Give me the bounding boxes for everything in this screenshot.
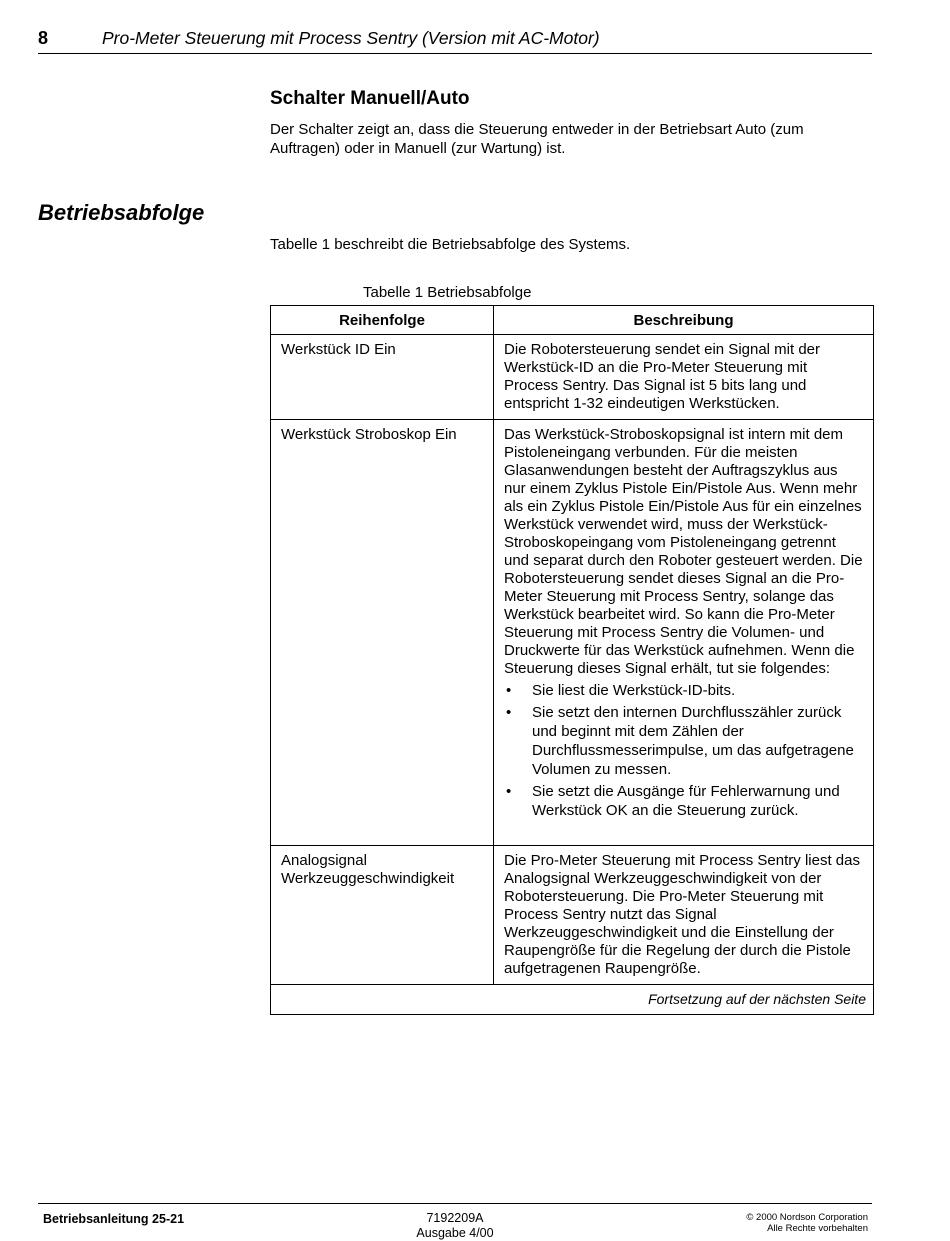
description-cell bbox=[494, 420, 874, 846]
bullet-item: • Sie setzt den internen Durchflusszähler zurück und beginnt mit dem Zählen der Durchflussmesserimpulse, um das aufgetragene Volumen zu messen. bbox=[504, 703, 863, 779]
footer-part-number: 7192209A bbox=[426, 1211, 484, 1225]
table-header-row bbox=[271, 306, 874, 335]
section-intro-betriebsabfolge: Tabelle 1 beschreibt die Betriebsabfolge des Systems. bbox=[270, 236, 631, 253]
page-number: 8 bbox=[38, 28, 49, 48]
footer-edition: Ausgabe 4/00 bbox=[416, 1226, 494, 1240]
header-title: Pro-Meter Steuerung mit Process Sentry (Version mit AC-Motor) bbox=[102, 28, 600, 48]
bullet-item: • Sie setzt die Ausgänge für Fehlerwarnung und Werkstück OK an die Steuerung zurück. bbox=[504, 782, 863, 820]
table-row bbox=[271, 846, 874, 985]
column-header-beschreibung: Beschreibung bbox=[494, 306, 874, 335]
footer-manual-title: Betriebsanleitung 25-21 bbox=[43, 1212, 185, 1226]
table-caption: Tabelle 1 Betriebsabfolge bbox=[363, 284, 532, 301]
step-cell: Werkstück Stroboskop Ein bbox=[271, 420, 494, 846]
description-cell: Die Pro-Meter Steuerung mit Process Sentry liest das Analogsignal Werkzeuggeschwindigkeit von der Robotersteuerung. Die Pro-Meter Steuerung mit Process Sentry nutzt das Signal Werkzeuggeschwindigkeit und die Einstellung der Raupengröße für die Regelung der durch die Pistole aufgetragenen Raupengröße. bbox=[494, 846, 874, 985]
section-heading-betriebsabfolge: Betriebsabfolge bbox=[38, 200, 205, 225]
bullet-list bbox=[504, 681, 863, 820]
table-row bbox=[271, 420, 874, 846]
footer-rights-line: Alle Rechte vorbehalten bbox=[767, 1223, 868, 1234]
column-header-reihenfolge: Reihenfolge bbox=[271, 306, 494, 335]
footer-copyright bbox=[746, 1212, 868, 1234]
description-text: Das Werkstück-Stroboskopsignal ist intern mit dem Pistoleneingang verbunden. Für die meisten Glasanwendungen besteht der Auftragszyklus aus nur einem Zyklus Pistole Ein/Pistole Aus. Wenn mehr als ein Zyklus Pistole Ein/Pistole Aus für ein einzelnes Werkstück verwendet wird, muss der Werkstück-Stroboskopeingang vom Pistoleneingang getrennt und separat durch den Roboter gesteuert werden. Die Robotersteuerung sendet dieses Signal an die Pro-Meter Steuerung mit Process Sentry, solange das Werkstück bearbeitet wird. So kann die Pro-Meter Steuerung mit Process Sentry die Volumen- und Druckwerte für das Werkstück aufnehmen. Wenn die Steuerung dieses Signal erhält, tut sie folgendes: bbox=[504, 426, 863, 677]
page-header bbox=[38, 28, 872, 54]
footer-divider bbox=[38, 1203, 872, 1204]
footer-document-info bbox=[355, 1211, 555, 1241]
section-heading-schalter: Schalter Manuell/Auto bbox=[270, 88, 470, 109]
continuation-row bbox=[271, 985, 874, 1015]
footer-copyright-line: © 2000 Nordson Corporation bbox=[746, 1212, 868, 1223]
step-cell: Werkstück ID Ein bbox=[271, 335, 494, 420]
table-row bbox=[271, 335, 874, 420]
step-cell: Analogsignal Werkzeuggeschwindigkeit bbox=[271, 846, 494, 985]
continuation-note: Fortsetzung auf der nächsten Seite bbox=[271, 985, 874, 1015]
bullet-item: • Sie liest die Werkstück-ID-bits. bbox=[504, 681, 863, 700]
description-cell: Die Robotersteuerung sendet ein Signal mit der Werkstück-ID an die Pro-Meter Steuerung mit Process Sentry. Das Signal ist 5 bits lang und entspricht 1-32 eindeutigen Werkstücken. bbox=[494, 335, 874, 420]
sequence-table bbox=[270, 305, 874, 1015]
section-text-schalter: Der Schalter zeigt an, dass die Steuerung entweder in der Betriebsart Auto (zum Auftragen) oder in Manuell (zur Wartung) ist. bbox=[270, 121, 804, 157]
